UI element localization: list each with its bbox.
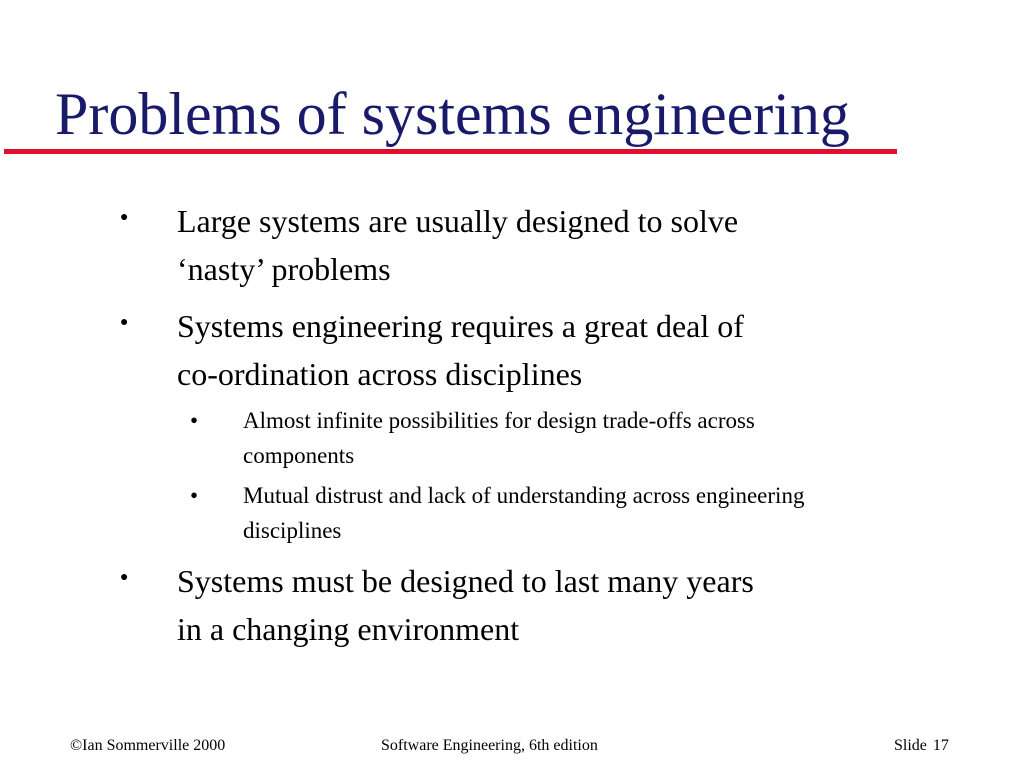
bullet-line: Large systems are usually designed to solve (177, 203, 739, 239)
sub-bullet-line: disciplines (243, 518, 342, 543)
bullet-item (120, 302, 920, 398)
sub-bullet-line: Almost infinite possibilities for design trade-offs across (243, 408, 755, 433)
sub-bullet-line: components (243, 443, 355, 468)
bullet-dot-icon: ● (120, 570, 129, 585)
footer-book-title: Software Engineering, 6th edition (381, 737, 598, 754)
footer-copyright: ©Ian Sommerville 2000 (70, 737, 226, 754)
bullet-line: Systems engineering requires a great deal of (177, 308, 744, 344)
sub-bullet-item (190, 478, 970, 548)
bullet-text (177, 197, 917, 293)
bullet-text (177, 557, 917, 653)
bullet-line: in a changing environment (177, 611, 520, 647)
slide-title: Problems of systems engineering (55, 81, 850, 147)
bullet-item (120, 197, 920, 293)
sub-bullet-text (243, 403, 963, 473)
bullet-dot-icon: ● (120, 210, 129, 225)
footer-slide-number (894, 736, 949, 756)
bullet-text (177, 302, 917, 398)
sub-bullet-item (190, 403, 970, 473)
bullet-line: Systems must be designed to last many years (177, 563, 754, 599)
bullet-dot-icon: ● (120, 315, 129, 330)
title-underline (4, 149, 897, 154)
sub-bullet-text (243, 478, 963, 548)
bullet-dot-icon: • (190, 408, 199, 433)
bullet-item (120, 557, 920, 653)
slide-number: 17 (932, 737, 949, 754)
bullet-line: co-ordination across disciplines (177, 356, 583, 392)
slide-label: Slide (894, 737, 927, 754)
bullet-dot-icon: • (190, 483, 199, 508)
bullet-line: ‘nasty’ problems (177, 251, 391, 287)
sub-bullet-line: Mutual distrust and lack of understanding across engineering (243, 483, 805, 508)
